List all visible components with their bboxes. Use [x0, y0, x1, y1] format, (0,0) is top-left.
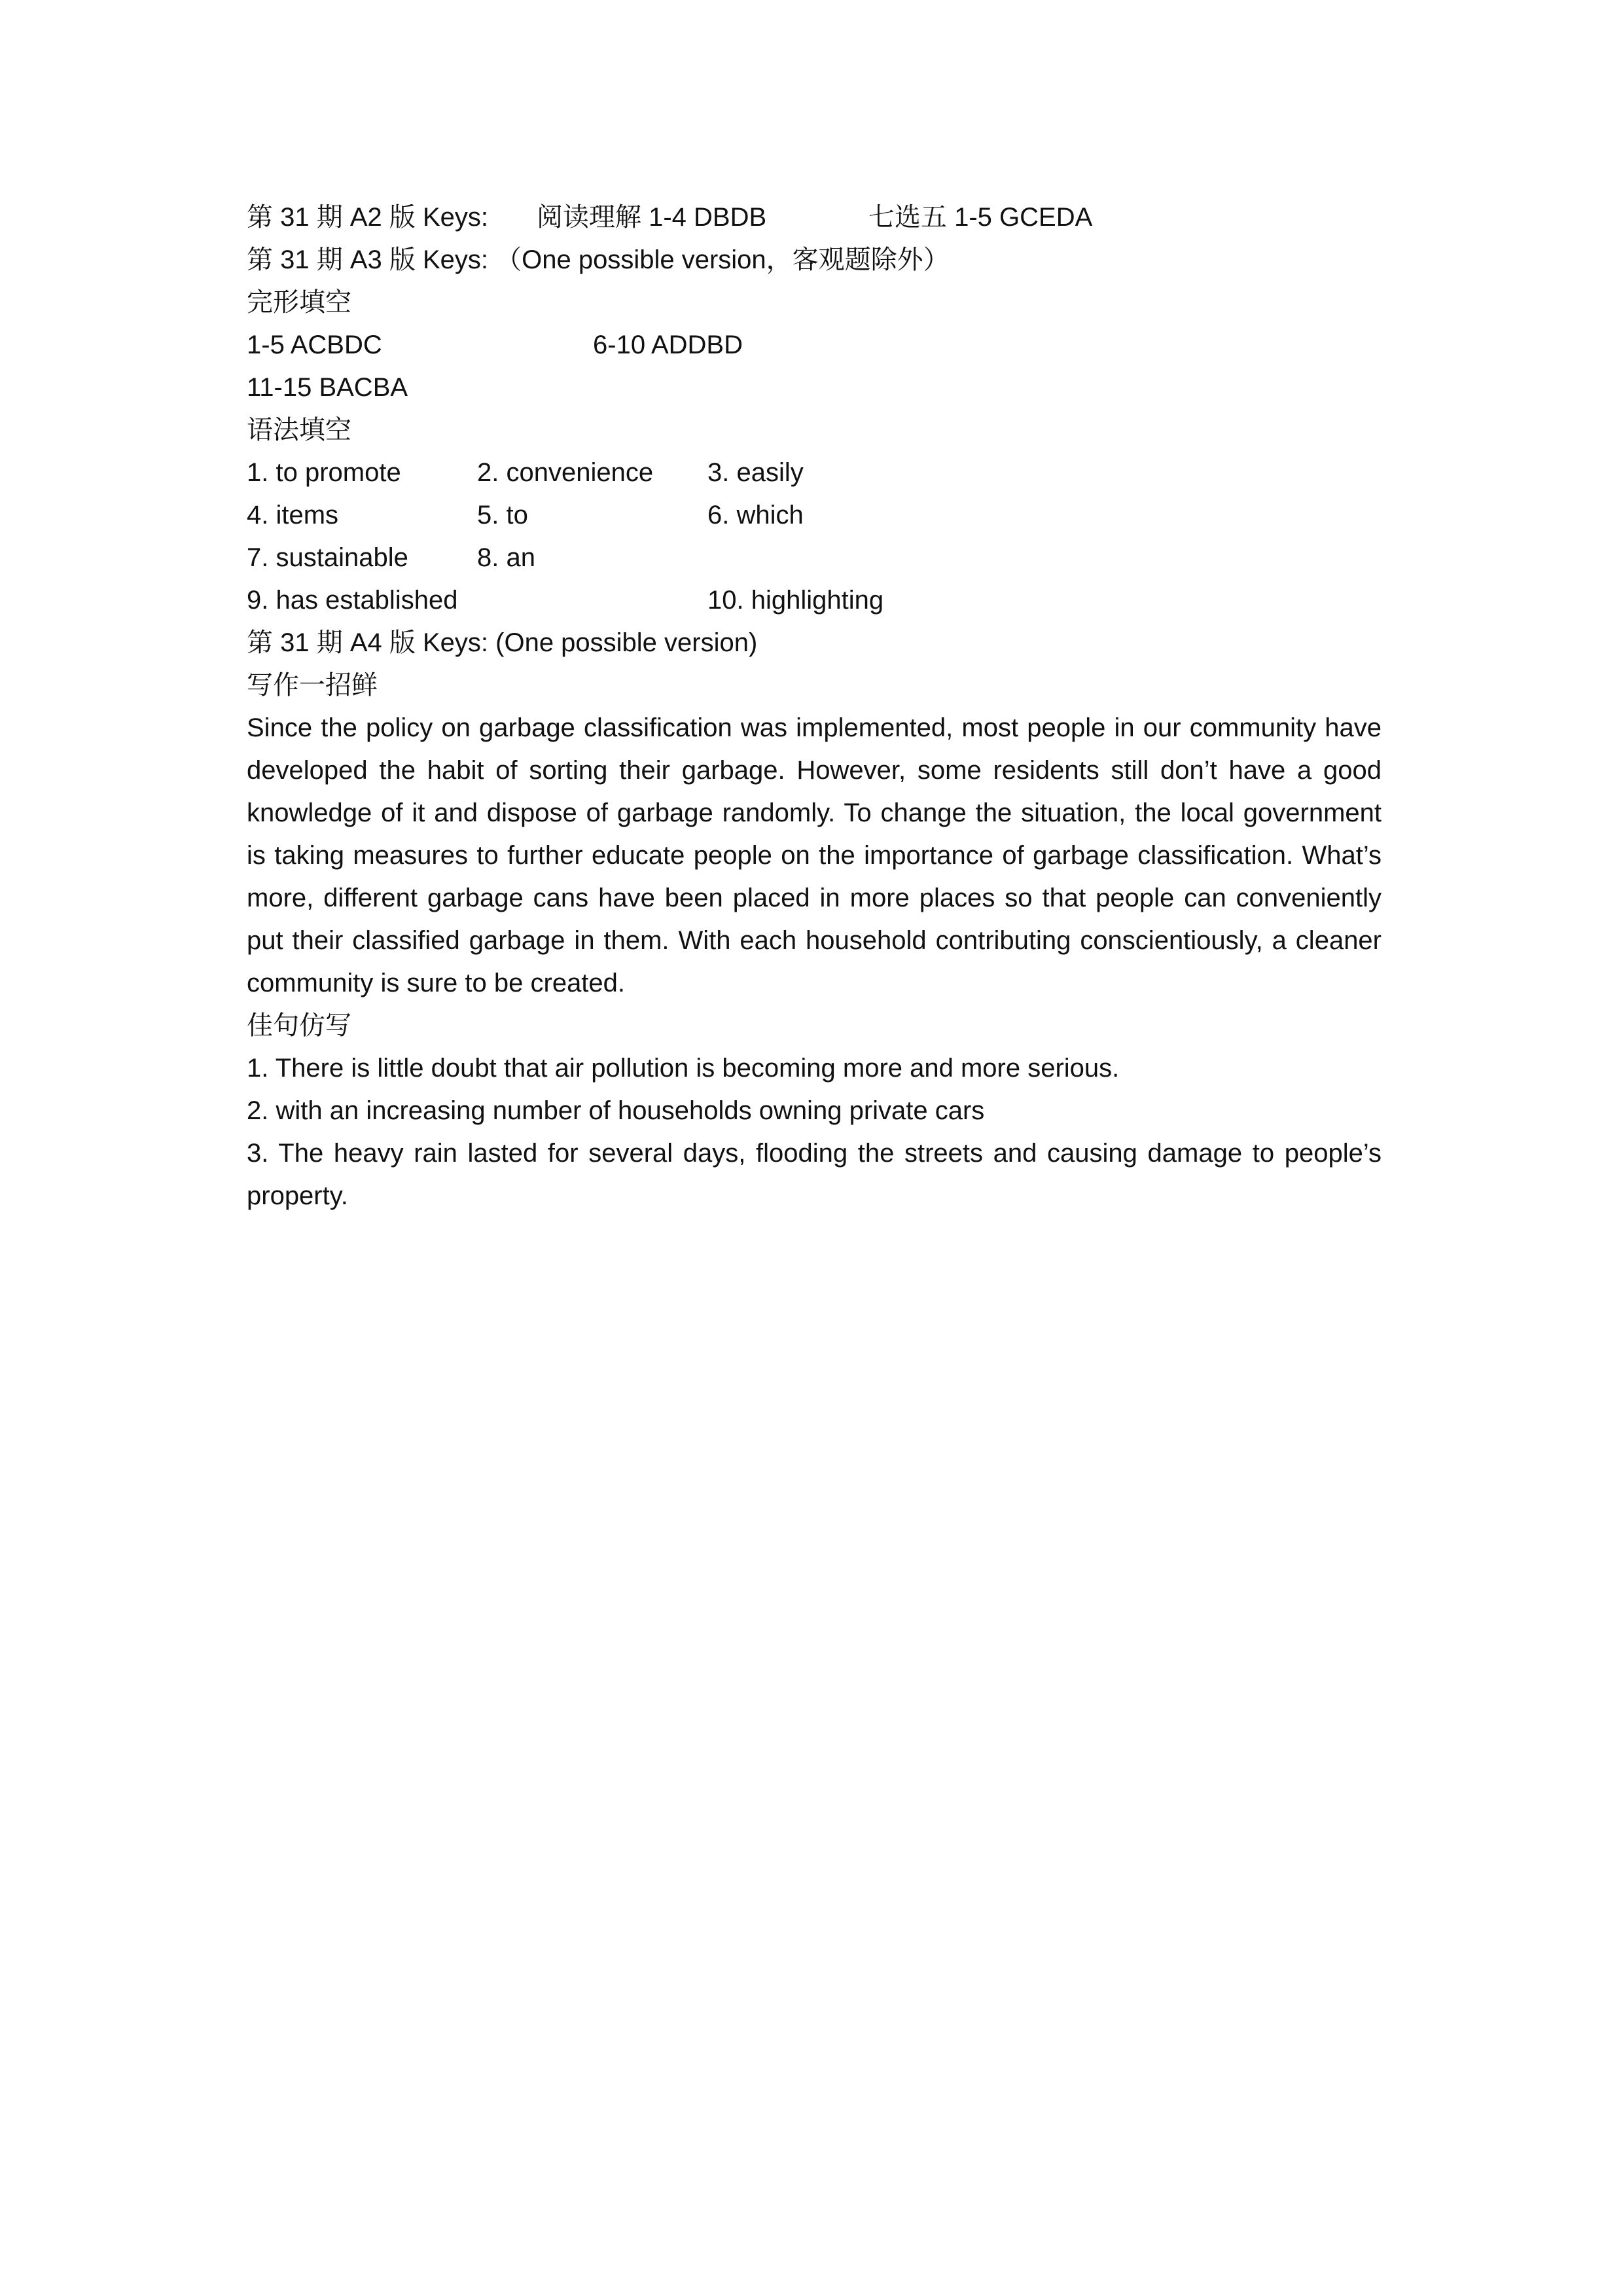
answer-key-document: [247, 196, 1382, 1217]
cloze-answers-row-1: [247, 324, 1382, 367]
cloze-answer: 6-10 ADDBD: [593, 331, 743, 359]
grammar-answer: 2. convenience: [477, 458, 654, 487]
imitation-sentence: 1. There is little doubt that air pollution is becoming more and more serious.: [247, 1054, 1120, 1083]
writing-title: 写作一招鲜: [247, 671, 378, 700]
imitation-sentence: 2. with an increasing number of households owning private cars: [247, 1096, 985, 1125]
a2-seven-choose-five-answers: 七选五 1-5 GCEDA: [868, 203, 1093, 232]
grammar-answer: 9. has established: [247, 586, 458, 615]
grammar-answer: 4. items: [247, 501, 339, 529]
a2-keys-line: [247, 196, 1382, 239]
grammar-answer: 5. to: [477, 501, 528, 529]
a2-reading-answers: 阅读理解 1-4 DBDB: [537, 203, 767, 232]
grammar-row-4: [247, 579, 1382, 622]
writing-sample-paragraph: Since the policy on garbage classification was implemented, most people in our community have developed the habit of sorting their garbage. However, some residents still don’t have a good knowledge of it and dispose of garbage randomly. To change the situation, the local government is taking measures to further educate people on the importance of garbage classification. What’s more, different garbage cans have been placed in more places so that people can conveniently put their classified garbage in them. With each household contributing conscientiously, a cleaner community is sure to be created.: [247, 713, 1382, 997]
grammar-answer: 3. easily: [707, 458, 804, 487]
cloze-answers-row-2: [247, 367, 1382, 409]
grammar-answer: 1. to promote: [247, 458, 401, 487]
grammar-row-2: [247, 494, 1382, 537]
a2-header: 第 31 期 A2 版 Keys:: [247, 203, 489, 232]
grammar-row-3: [247, 537, 1382, 579]
imitation-title: 佳句仿写: [247, 1011, 351, 1040]
cloze-answer: 11-15 BACBA: [247, 373, 408, 402]
a3-header: 第 31 期 A3 版 Keys: （One possible version，客观题除外）: [247, 245, 950, 274]
grammar-answer: 10. highlighting: [707, 586, 884, 615]
grammar-title: 语法填空: [247, 416, 351, 444]
cloze-answer: 1-5 ACBDC: [247, 331, 382, 359]
grammar-answer: 7. sustainable: [247, 543, 408, 572]
grammar-answer: 6. which: [707, 501, 804, 529]
cloze-title: 完形填空: [247, 288, 351, 317]
grammar-answer: 8. an: [477, 543, 535, 572]
imitation-sentence: 3. The heavy rain lasted for several days, flooding the streets and causing damage to people’s property.: [247, 1139, 1382, 1210]
a4-header: 第 31 期 A4 版 Keys: (One possible version): [247, 628, 758, 657]
grammar-row-1: [247, 452, 1382, 494]
